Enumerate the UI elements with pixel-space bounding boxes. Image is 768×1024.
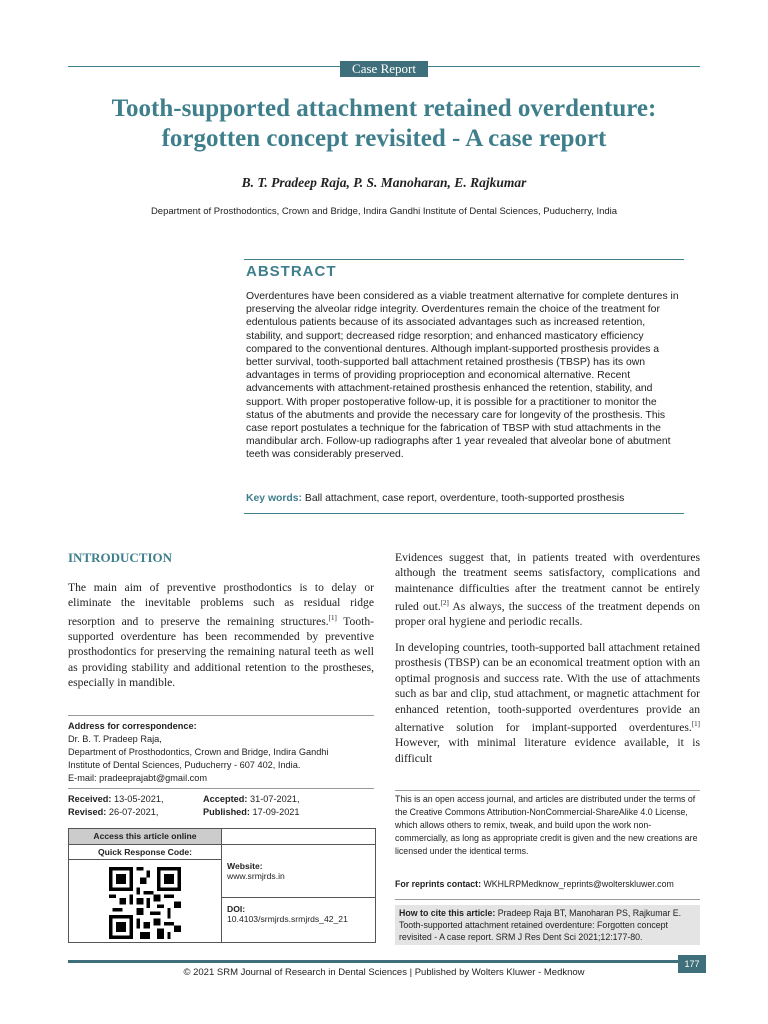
correspondence-rule xyxy=(68,715,374,716)
access-header: Access this article online xyxy=(69,829,222,845)
doi-label: DOI: xyxy=(227,904,246,914)
received-date xyxy=(68,793,164,806)
published-label: Published: xyxy=(203,807,250,817)
ref-1b[interactable]: [1] xyxy=(691,719,700,728)
accepted-date xyxy=(203,793,300,806)
revised-label: Revised: xyxy=(68,807,107,817)
access-box xyxy=(68,828,376,943)
ref-1[interactable]: [1] xyxy=(328,613,337,622)
authors: B. T. Pradeep Raja, P. S. Manoharan, E. Rajkumar xyxy=(241,175,527,190)
cite-text: Pradeep Raja BT, Manoharan PS, Rajkumar E. Tooth-supported attachment retained overdenture: Forgotten concept revisited - A case report. SRM J Res Dent Sci 2021;12:177-80. xyxy=(399,908,682,942)
qr-code-icon[interactable] xyxy=(109,867,181,939)
reprints-label: For reprints contact: xyxy=(395,879,482,889)
license-text: This is an open access journal, and articles are distributed under the terms of the Creative Commons Attribution-NonCommercial-ShareAlike 4.0 License, which allows others to remix, tweak, and build upon the work non-commercially, as long as appropriate credit is given and the new creations are licensed under the identical terms. xyxy=(395,794,698,856)
reprints-email[interactable]: WKHLRPMedknow_reprints@wolterskluwer.com xyxy=(483,879,674,889)
website-label: Website: xyxy=(227,861,263,871)
title-line-2: forgotten concept revisited - A case report xyxy=(161,125,607,152)
abstract-text: Overdentures have been considered as a viable treatment alternative for complete dentures in preserving the alveolar ridge integrity. Overdentures remain the choice of the treatment for edentulous patients because of its associated advantages such as increased retention, stability, and support; decreased ridge resorption; and enhanced masticatory efficiency compared to the conventional dentures. Although implant-supported prosthesis provides a better survival, tooth-supported ball attachment retained prosthesis (TBSP) has its own advantages in terms of providing proprioception and economical alternative. Recent advancements with attachment-retained prosthesis enhanced the retention, stability, and support. With proper postoperative follow-up, it is possible for a practitioner to monitor the status of the abutments and provide the necessary care for longevity of the prosthesis. This case report postulates a technique for the fabrication of TBSP with stud attachments in the mandibular arch. Follow-up radiographs after 1 year revealed that alveolar bone of abutment teeth was considerably preserved. xyxy=(246,291,679,461)
abstract-heading: ABSTRACT xyxy=(246,263,337,280)
intro-col1-text: The main aim of preventive prosthodontics is to delay or eliminate the inevitable problems such as residual ridge resorption and to preserve the remaining structures. xyxy=(68,581,374,628)
ref-2[interactable]: [2] xyxy=(440,599,449,608)
abstract-top-rule xyxy=(244,259,684,260)
page-number: 177 xyxy=(678,955,706,973)
affiliation: Department of Prosthodontics, Crown and Bridge, Indira Gandhi Institute of Dental Sciences, Puducherry, India xyxy=(150,206,618,217)
intro-col2-p1-b: As always, the success of the treatment depends on proper oral hygiene and periodic recalls. xyxy=(395,600,700,629)
correspondence-email[interactable]: E-mail: pradeeprajabt@gmail.com xyxy=(68,773,208,783)
reprints-block xyxy=(395,879,700,889)
introduction-heading: INTRODUCTION xyxy=(68,550,173,565)
keywords-label: Key words: xyxy=(246,493,303,504)
dates-rule xyxy=(68,788,374,789)
intro-col2-p2-b: However, with minimal literature evidence available, it is difficult xyxy=(395,736,700,765)
received-label: Received: xyxy=(68,794,112,804)
article-title xyxy=(40,94,728,154)
doi-link[interactable]: 10.4103/srmjrds.srmjrds_42_21 xyxy=(227,914,348,924)
doi-block xyxy=(227,904,348,924)
correspondence-dept: Department of Prosthodontics, Crown and Bridge, Indira Gandhi xyxy=(68,747,329,757)
cite-block xyxy=(395,905,700,945)
revised-date xyxy=(68,806,158,819)
access-divider xyxy=(221,829,222,942)
intro-col2-p2: In developing countries, tooth-supported ball attachment retained prosthesis (TBSP) can be an economical treatment option with an optimal prognosis and success rate. With the use of attachments such as bar and clip, stud attachment, or magnetic attachment for enhanced retention, tooth-supported overdentures provide an alternative solution for implant-supported overdentures. xyxy=(395,640,700,734)
intro-col1-text-b: Tooth-supported overdenture has been recommended by preventive prosthodontics for preserving the remaining natural teeth as well as providing stability and additional retention to the prostheses, especially in mandible. xyxy=(68,614,374,690)
website-block xyxy=(227,861,285,881)
accepted-label: Accepted: xyxy=(203,794,248,804)
cite-label: How to cite this article: xyxy=(399,908,496,918)
correspondence-name: Dr. B. T. Pradeep Raja, xyxy=(68,734,162,744)
cite-rule xyxy=(395,899,700,900)
intro-column-2 xyxy=(395,550,700,776)
keywords xyxy=(246,493,684,504)
received-value: 13-05-2021, xyxy=(113,794,164,804)
abstract-bottom-rule xyxy=(244,513,684,514)
correspondence-heading: Address for correspondence: xyxy=(68,721,197,731)
footer-text: © 2021 SRM Journal of Research in Dental Sciences | Published by Wolters Kluwer - Medknow xyxy=(183,967,585,978)
published-date xyxy=(203,806,300,819)
access-divider-top xyxy=(222,844,375,845)
website-link[interactable]: www.srmjrds.in xyxy=(227,871,285,881)
published-value: 17-09-2021 xyxy=(252,807,300,817)
access-divider-mid xyxy=(222,897,375,898)
correspondence-block xyxy=(68,720,374,785)
title-line-1: Tooth-supported attachment retained overdenture: xyxy=(111,95,657,122)
correspondence-inst: Institute of Dental Sciences, Puducherry - 607 402, India. xyxy=(68,760,301,770)
qr-label: Quick Response Code: xyxy=(69,845,222,860)
section-tag: Case Report xyxy=(340,61,428,77)
accepted-value: 31-07-2021, xyxy=(249,794,300,804)
keywords-value: Ball attachment, case report, overdenture, tooth-supported prosthesis xyxy=(304,493,625,504)
footer-bar xyxy=(68,960,678,963)
license-rule xyxy=(395,790,700,791)
revised-value: 26-07-2021, xyxy=(108,807,159,817)
intro-col2-p1: Evidences suggest that, in patients treated with overdentures although the treatment seems satisfactory, complications and maintenance difficulties after the treatment cannot be entirely ruled out. xyxy=(395,551,700,614)
intro-column-1 xyxy=(68,580,374,691)
